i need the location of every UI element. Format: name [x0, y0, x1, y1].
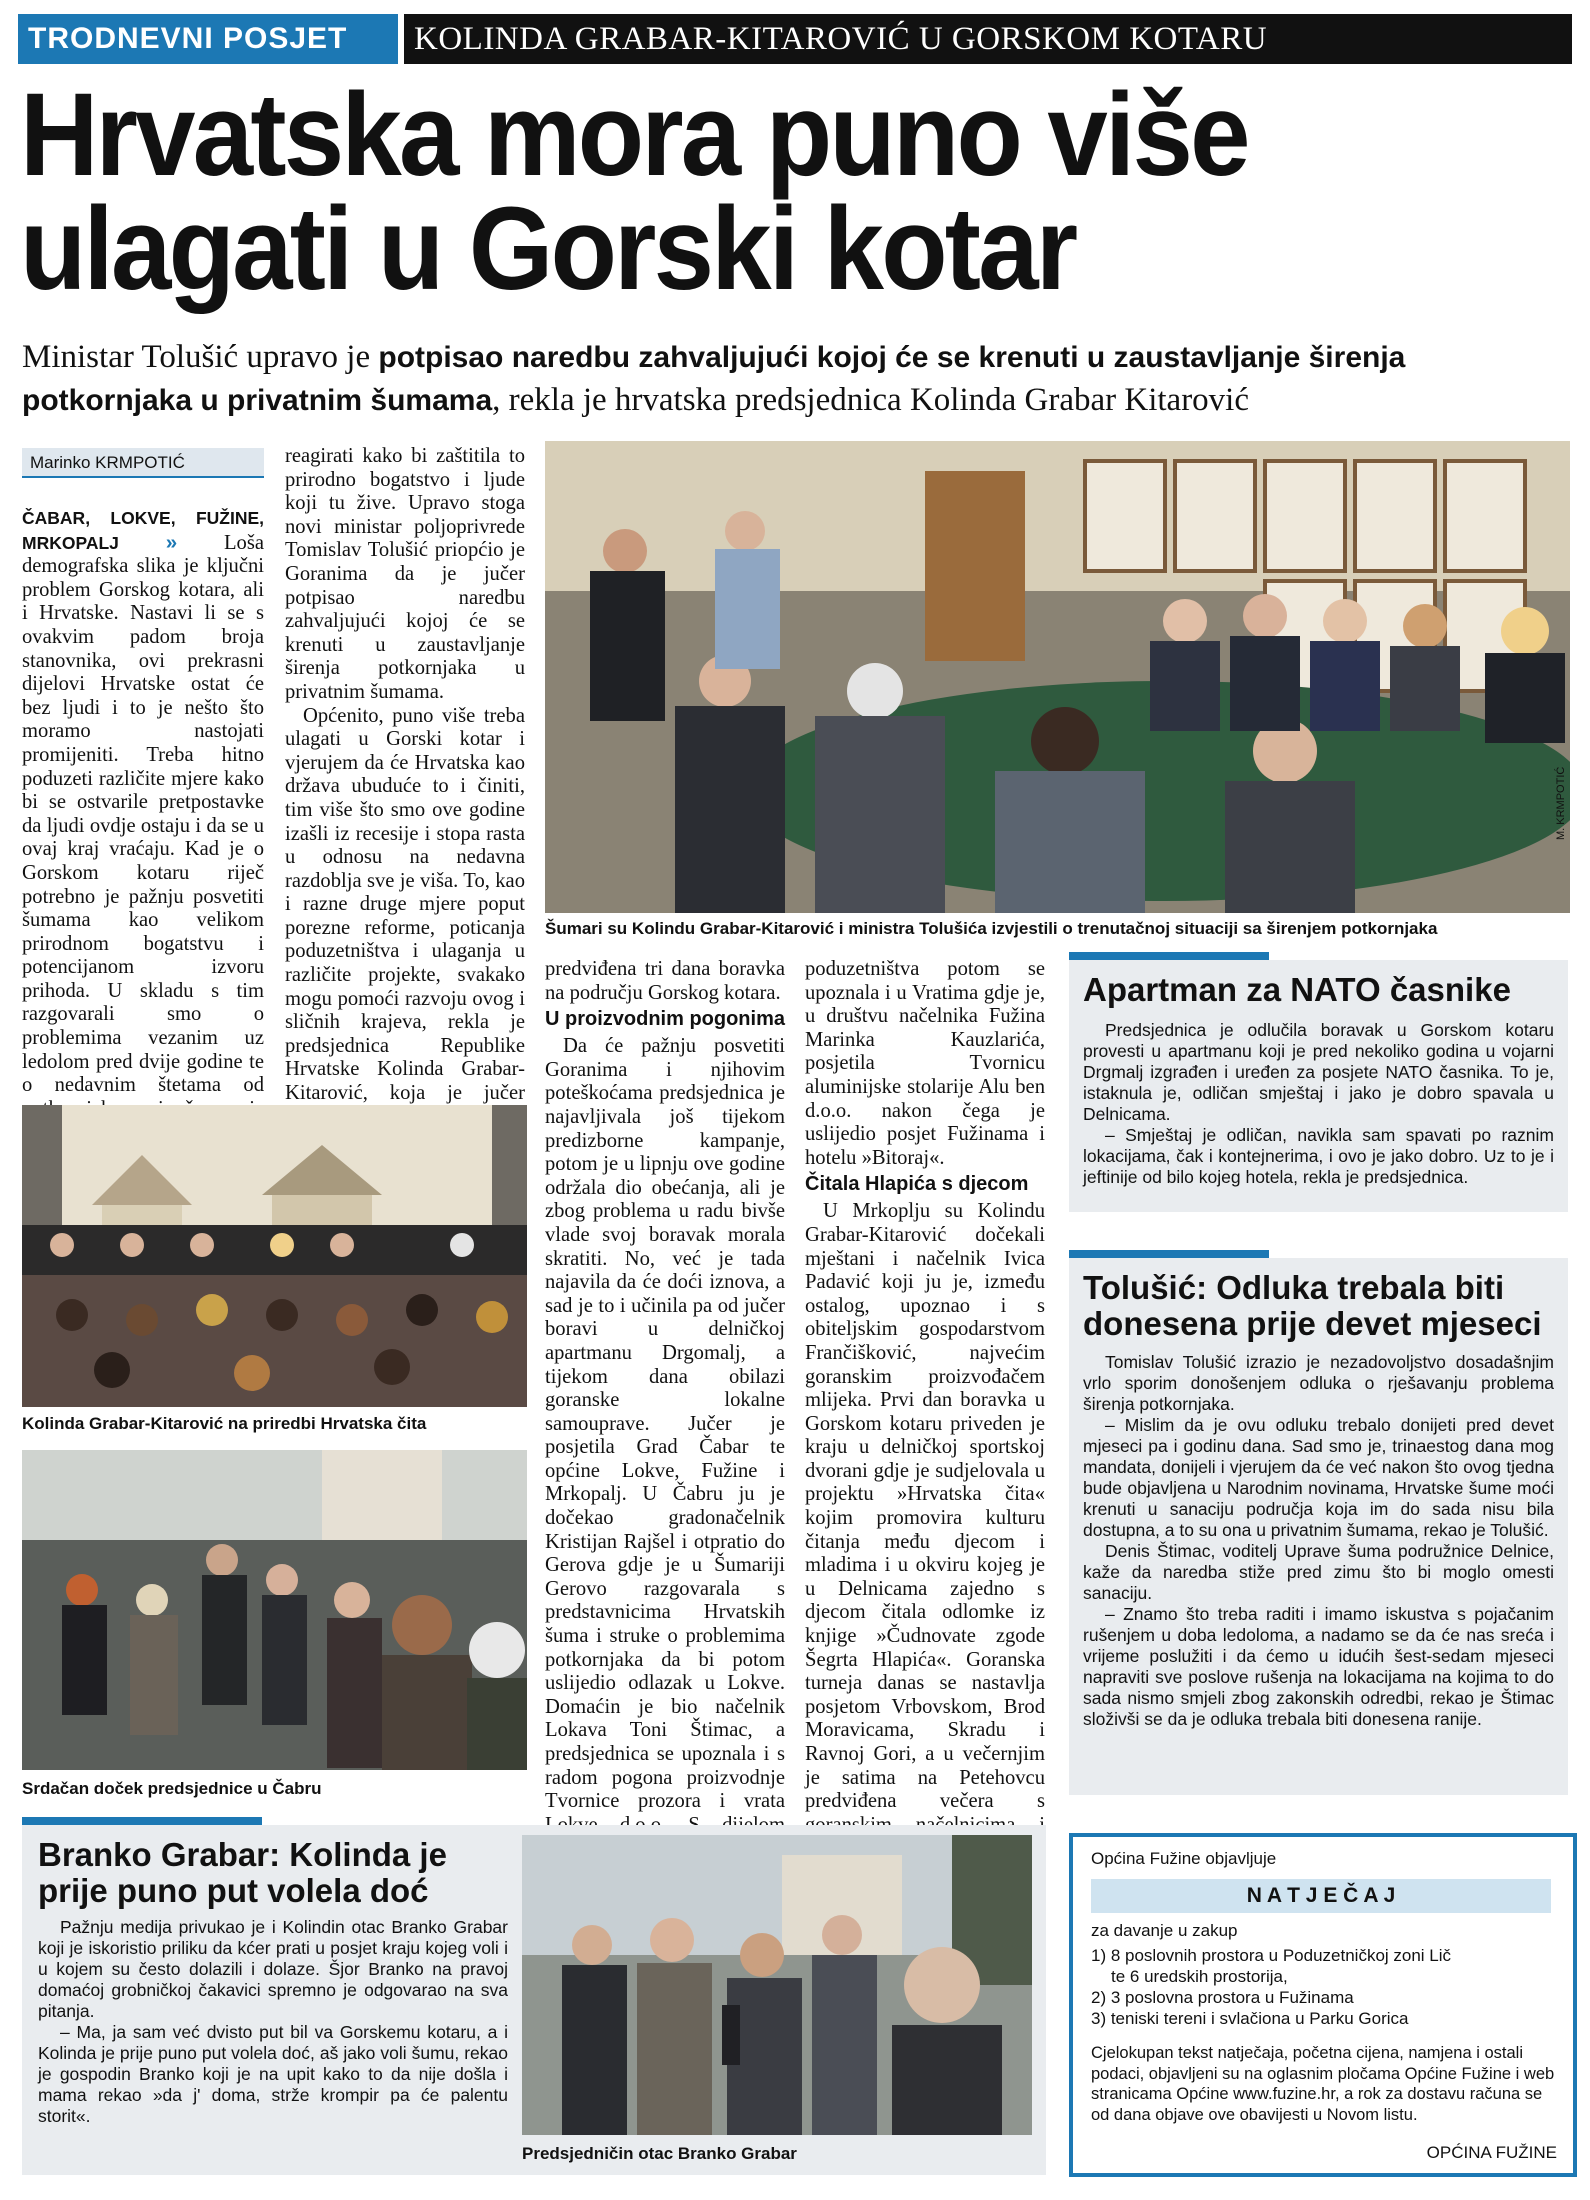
notice-signature: OPĆINA FUŽINE: [1426, 2143, 1557, 2162]
tolusic-box-accent: [1069, 1250, 1269, 1258]
tolusic-box-p4: – Znamo što treba raditi i imamo iskustva s pojačanim rušenjem u doba ledoloma, a nadamo se da će nas sreća i vrijeme poslužiti i da ćemo u idućih šest-sedam mjeseci napraviti sve poslove rušenja na lokacijama na kojima to do sada nismo smjeli zbog zakonskih odredbi, rekao je Štimac složivši se da je odluka trebala biti donesena ranije.: [1083, 1604, 1554, 1729]
tender-notice: [1069, 1833, 1577, 2177]
welcome-photo-illustration: [22, 1450, 527, 1770]
meeting-photo-illustration: [545, 441, 1570, 913]
kicker: KOLINDA GRABAR-KITAROVIĆ U GORSKOM KOTARU: [404, 14, 1572, 64]
deck: [22, 336, 1582, 422]
photo-credit: [1555, 822, 1567, 840]
tolusic-box-body: [1069, 1258, 1568, 1795]
article-column-1: [22, 507, 264, 1169]
section-tag: TRODNEVNI POSJET: [18, 14, 398, 64]
notice-subtitle: za davanje u zakup: [1091, 1921, 1238, 1940]
notice-item-1-cont: te 6 uredskih prostorija,: [1111, 1967, 1288, 1986]
dateline: ČABAR, LOKVE, FUŽINE, MRKOPALJ: [22, 508, 264, 553]
branko-box-p2: – Ma, ja sam već dvisto put bil va Gorskemu kotaru, a i Kolinda je prije puno put volela doć, aš jako voli šumu, rekao je gospodin Branko koji je na upit kako to da nije došla i mama rekao »da j' doma, strže krompir pa će palentu storit«.: [38, 2022, 508, 2126]
nato-box-p1: Predsjednica je odlučila boravak u Gorskom kotaru provesti u apartmanu koji je pred nekoliko godina u vojarni Drgmalj izgrađen i uređen za posjete NATO časnika. To je, istaknula je, odličan smještaj i jako je dobro spavala u Delnicama.: [1083, 1020, 1554, 1124]
byline: Marinko KRMPOTIĆ: [22, 448, 264, 478]
branko-box-text: [38, 1917, 508, 2127]
reading-photo-caption: Kolinda Grabar-Kitarović na priredbi Hrvatska čita: [22, 1414, 427, 1433]
subhead-production: U proizvodnim pogonima: [545, 1008, 785, 1031]
nato-box-accent: [1069, 952, 1269, 960]
headline-line-1: Hrvatska mora puno više: [20, 69, 1248, 201]
main-photo-caption: Šumari su Kolindu Grabar-Kitarović i ministra Tolušića izvjestili o trenutačnoj situaciji sa širenjem potkornjaka: [545, 919, 1438, 938]
notice-items: [1091, 1945, 1551, 2029]
tolusic-box-p3: Denis Štimac, voditelj Uprave šuma podružnice Delnice, kaže da naredba stiže pred zimu što bi moglo omesti sanaciju.: [1083, 1541, 1554, 1603]
tolusic-box-p1: Tomislav Tolušić izrazio je nezadovoljstvo dosadašnjim vrlo sporim donošenjem odluka o rješavanju problema širenja potkornjaka.: [1083, 1352, 1554, 1414]
col2-text-a: reagirati kako bi zaštitila to prirodno bogatstvo i ljude koji tu žive. Upravo stoga novi ministar poljoprivrede Tomislav Tolušić priopćio je Goranima da je jučer potpisao naredbu zahvaljujući kojoj će se krenuti u zaustavljanje širenja potkornjaka u privatnim šumama.: [285, 445, 525, 703]
deck-part-2: , rekla je hrvatska predsjednica Kolinda Grabar Kitarović: [492, 382, 1249, 418]
col4-text-b: U Mrkoplju su Kolindu Grabar-Kitarović dočekali mještani i načelnik Ivica Padavić koji ju je, između ostalog, upoznao i s obiteljskim gospodarstvom Frančišković, najvećim goranskim proizvođačem mlijeka. Prvi dan boravka u Gorskom kotaru priveden je kraju u delničkoj sportskoj dvorani gdje je sudjelovala u projektu »Hrvatska čita« kojim promovira kulturu čitanja među djecom i mladima i u okviru kojeg je u Delnicama zajedno s djecom čitala odlomke iz knjige »Čudnovate zgode Šegrta Hlapića«. Goranska turneja danas se nastavlja posjetom Vrbovskom, Brod Moravicama, Skradu i Ravnoj Gori, a u večernjim je satima na Petehovcu predviđena večera s: [805, 1200, 1045, 1813]
reading-event-photo: [22, 1105, 527, 1407]
tolusic-box-title: Tolušić: Odluka trebala biti donesena prije devet mjeseci: [1083, 1269, 1542, 1342]
tolusic-box: [1069, 1250, 1568, 1795]
col2-text-b: Općenito, puno više treba ulagati u Gorski kotar i vjerujem da će Hrvatska kao država ubuduće to i činiti, tim više što smo ove godine izašli iz recesije i stopa rasta u odnosu na nedavna razdoblja sve je viša. To, kao i razne druge mjere poput porezne reforme, poticanja poduzetništva i ulaganja u različite projekte, svakako mogu pomoći razvoju ovog i sličnih krajeva, rekla je predsjednica Republike Hrvatske Kolinda Grabar-Kitarović, koja je jučer: [285, 704, 525, 1105]
col4-text-a: poduzetništva potom se upoznala i u Vratima gdje je, u društvu načelnika Fužina Marinka Kauzlarića, posjetila Tvornicu aluminijske stolarije Alu ben d.o.o. nakon čega je uslijedio posjet Fužinama i hotelu »Bitoraj«.: [805, 958, 1045, 1169]
branko-box: [22, 1817, 1046, 2175]
father-photo: [522, 1835, 1032, 2135]
branko-box-content: [38, 1837, 508, 2127]
father-photo-caption: Predsjedničin otac Branko Grabar: [522, 2144, 797, 2163]
nato-box-p2: – Smještaj je odličan, navikla sam spavati po raznim lokacijama, čak i kontejnerima, i ovo je jako dobro. Uz to je i jeftinije od bilo kojeg hotela, rekla je predsjednica.: [1083, 1125, 1554, 1187]
reading-photo-illustration: [22, 1105, 527, 1407]
father-photo-illustration: [522, 1835, 1032, 2135]
col1-text: Loša demografska slika je ključni problem Gorskog kotara, ali i Hrvatske. Nastavi li se s ovakvim padom broja stanovnika, ovi prekrasni dijelovi Hrvatske ostat će bez ljudi i to je nešto što moramo nastojati promijeniti. Treba hitno poduzeti različite mjere kako bi se ostvarile pretpostavke da ljudi ovdje ostaju i da se u ovaj kraj vraćaju. Kad je o Gorskom kotaru riječ potrebno je pažnju posvetiti šumama kao velikom prirodnom bogatstvu i potencijanom izvoru prihoda. U skladu s tim razgovarali smo o problemima vezanim uz ledolom pred dvije godine te o nedavnim štetama od: [22, 531, 264, 1097]
col3-text-b: Da će pažnju posvetiti Goranima i njihovim poteškoćama predsjednica je najavljivala još tijekom predizborne kampanje, potom je u lipnju ove godine održala dio obećanja, ali je zbog problema u radu bivše vlade svoj boravak morala skratiti. No, već je tada najavila da će doći iznova, a sad je to i učinila pa od jučer boravi u delničkoj apartmanu Drgomalj, a tijekom dana obilazi goranske lokalne samouprave. Jučer je posjetila Grad Čabar te općine Lokve, Fužine i Mrkopalj. U Čabru ju je dočekao gradonačelnik Kristijan Rajšel i otpratio do Gerova gdje je u Šumariji Gerovo razgovarala s predstavnicima Hrvatskih šuma i struke o problemima potkornjaka da bi potom uslijedio odlazak u Lokve. Domaćin je bio načelnik Lokava Toni Štimac, a predsjednica se upoznala i s radom pogona proizvodnje Tvornice prozora i vrata: [545, 1035, 785, 1813]
notice-body: Cjelokupan tekst natječaja, početna cijena, namjena i ostali podaci, objavljeni su na oglasnim pločama Općine Fužine i web stranicama Općine www.fuzine.hr, a rok za dostavu računa se od dana objave ove obavijesti u Novom listu.: [1091, 2044, 1555, 2124]
notice-item-3: 3) teniski tereni i svlačiona u Parku Gorica: [1091, 2009, 1409, 2028]
welcome-photo: [22, 1450, 527, 1770]
headline: [20, 69, 1455, 315]
welcome-photo-caption: Srdačan doček predsjednice u Čabru: [22, 1779, 322, 1798]
main-photo: [545, 441, 1570, 913]
article-column-2: [285, 445, 525, 1129]
notice-title: N A T J E Č A J: [1091, 1879, 1551, 1913]
tolusic-box-p2: – Mislim da je ovu odluku trebalo donijeti pred devet mjeseci pa i godinu dana. Sad smo je, trinaestog dana mog mandata, donijeli i vjerujem da će već nakon što ovog tjedna bude objavljena u Narodnim novinama, Hrvatske šume moći krenuti u sanaciju područja koja im do sada nisu bila dostupna, a to su ona u privatnim šumama, rekao je Tolušić.: [1083, 1415, 1554, 1540]
col3-text-a: predviđena tri dana boravka na području Gorskog kotara.: [545, 958, 785, 1004]
branko-box-body: [22, 1825, 1046, 2175]
article-column-3: [545, 958, 785, 1861]
subhead-reading: Čitala Hlapića s djecom: [805, 1173, 1029, 1196]
notice-item-2: 2) 3 poslovna prostora u Fužinama: [1091, 1988, 1354, 2007]
notice-item-1: 1) 8 poslovnih prostora u Poduzetničkoj zoni Lič: [1091, 1946, 1452, 1965]
branko-box-title: Branko Grabar: Kolinda je prije puno put volela doć: [38, 1836, 447, 1909]
tolusic-box-text: [1083, 1352, 1554, 1730]
branko-box-p1: Pažnju medija privukao je i Kolindin otac Branko Grabar koji je iskoristio priliku da kćer prati u posjet kraju kojeg voli i u kojem su često dolazili i dolaze. Šjor Branko na pravoj domaćoj grobničkoj čakavici spremno je odgovarao na sva pitanja.: [38, 1917, 508, 2021]
nato-box: [1069, 952, 1568, 1212]
nato-box-text: [1083, 1020, 1554, 1188]
dateline-arrows: »: [165, 530, 178, 554]
deck-part-1: Ministar Tolušić upravo je: [22, 339, 379, 375]
branko-box-accent: [22, 1817, 262, 1825]
nato-box-body: [1069, 960, 1568, 1212]
article-column-4: [805, 958, 1045, 1861]
notice-org: Općina Fužine objavljuje: [1091, 1849, 1277, 1868]
headline-line-2: ulagati u Gorski kotar: [20, 183, 1076, 315]
nato-box-title: Apartman za NATO časnike: [1083, 971, 1511, 1008]
deck-bold: potpisao naredbu zahvaljujući kojoj će se krenuti u zaustavljanje širenja potkornjaka u privatnim šumama: [22, 341, 1406, 417]
